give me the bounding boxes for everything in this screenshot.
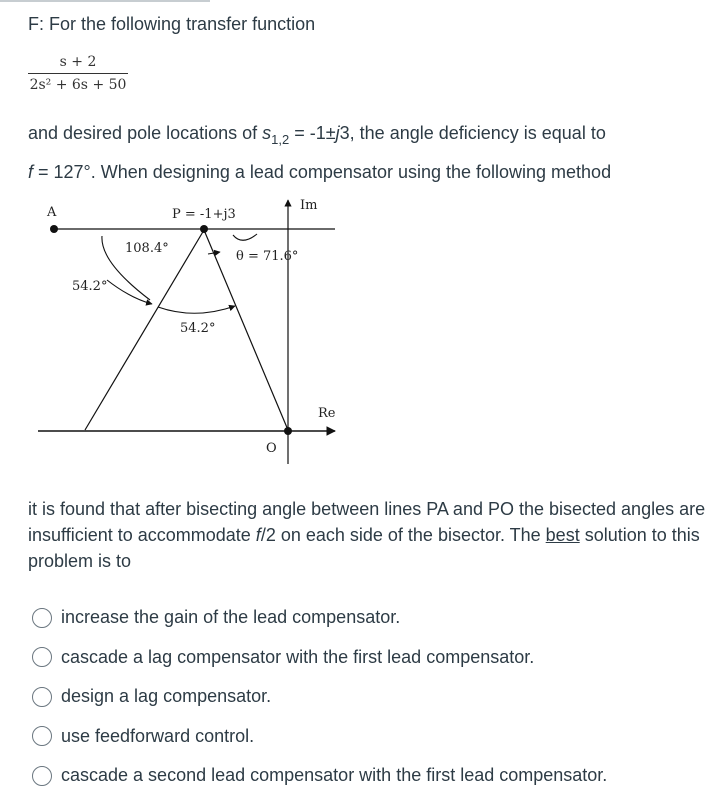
point-a — [50, 225, 58, 233]
radio-button[interactable] — [32, 726, 52, 746]
option-label: design a lag compensator. — [61, 686, 272, 707]
question-paragraph-2: it is found that after bisecting angle between lines PA and PO the bisected angles are insufficient to accommodate f/2 on each side of the bisector. The best solution to this problem is to — [28, 499, 706, 571]
arc-bottom-54-2 — [158, 306, 235, 313]
question-paragraph-1: and desired pole locations of $s_{1,2} = -1\pm j3$, the angle deficiency is equal to f = 127°. When designing a lead compensator using the following method — [28, 123, 612, 182]
transfer-function — [28, 54, 128, 93]
point-o — [284, 427, 292, 435]
option-1[interactable] — [32, 598, 607, 638]
option-label: increase the gain of the lead compensator. — [61, 607, 401, 628]
option-5[interactable] — [32, 756, 607, 796]
f-symbol-2: f — [255, 525, 261, 545]
arc-theta — [233, 234, 257, 240]
option-3[interactable] — [32, 677, 607, 717]
question-title: F: For the following transfer function — [28, 14, 316, 34]
answer-options — [32, 598, 607, 796]
top-divider — [0, 0, 210, 2]
label-p: P = -1+j3 — [172, 207, 236, 222]
label-re: Re — [318, 406, 336, 421]
lead-compensator-diagram — [30, 192, 350, 472]
s-subscript: 1,2 — [271, 132, 290, 147]
best-underlined: best — [545, 525, 580, 545]
radio-button[interactable] — [32, 766, 52, 786]
option-4[interactable] — [32, 717, 607, 757]
option-label: cascade a lag compensator with the first lead compensator. — [61, 646, 535, 667]
point-p — [200, 225, 208, 233]
radio-button[interactable] — [32, 647, 52, 667]
label-angle-left: 54.2° — [72, 279, 108, 294]
label-im: Im — [300, 198, 318, 213]
label-angle-bottom: 54.2° — [180, 321, 216, 336]
f-symbol: f — [28, 162, 34, 182]
tf-denominator: 2s² + 6s + 50 — [29, 77, 127, 93]
label-a: A — [47, 205, 57, 220]
option-label: cascade a second lead compensator with the first lead compensator. — [61, 765, 608, 786]
tf-numerator: s + 2 — [59, 54, 97, 70]
radio-button[interactable] — [32, 608, 52, 628]
option-label: use feedforward control. — [61, 725, 255, 746]
s-symbol: s — [262, 123, 272, 143]
label-o: O — [266, 441, 277, 456]
label-angle-108: 108.4° — [125, 241, 169, 256]
radio-button[interactable] — [32, 687, 52, 707]
option-2[interactable] — [32, 638, 607, 678]
label-angle-theta: θ = 71.6° — [236, 249, 299, 264]
